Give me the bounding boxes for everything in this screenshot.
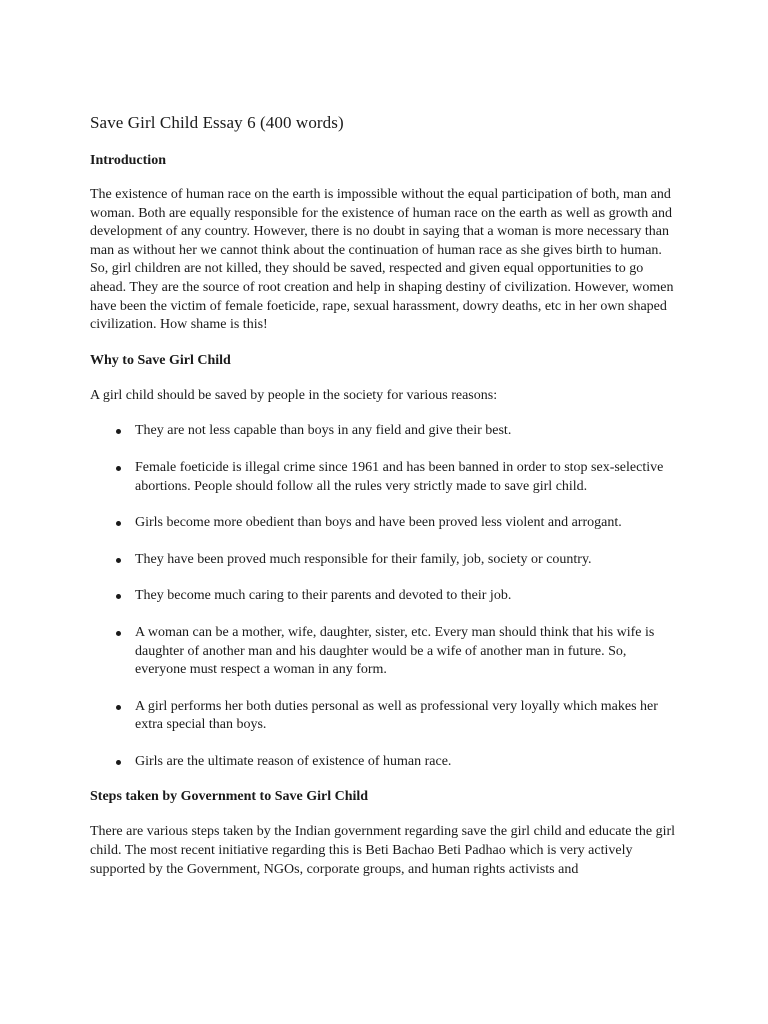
list-item — [90, 459, 680, 496]
intro-heading: Introduction — [90, 153, 166, 168]
list-item-text: They are not less capable than boys in any field and give their best. — [135, 423, 512, 439]
list-item-text: Female foeticide is illegal crime since 1961 and has been banned in order to stop sex-selective abortions. People should follow all the rules very strictly made to save girl child. — [135, 459, 664, 494]
steps-paragraph: There are various steps taken by the Indian government regarding save the girl child and educate the girl child. The most recent initiative regarding this is Beti Bachao Beti Padhao which is very actively supported by the Government, NGOs, corporate groups, and human rights activists and — [90, 824, 676, 877]
intro-paragraph: The existence of human race on the earth is impossible without the equal participation of both, man and woman. Both are equally responsible for the existence of human race on the earth as well as growth and development of any country. However, there is no doubt in saying that a woman is more necessary than man as without her we cannot think about the continuation of human race as she gives birth to human. So, girl children are not killed, they should be saved, respected and given equal opportunities to go ahead. They are the source of root creation and help in shaping destiny of civilization. However, women have been the victim of female foeticide, rape, sexual harassment, dowry deaths, etc in her own shaped civilization. How shame is this! — [90, 187, 674, 333]
list-item-text: Girls are the ultimate reason of existence of human race. — [135, 753, 452, 769]
list-item-text: A girl performs her both duties personal as well as professional very loyally which makes her extra special than boys. — [135, 698, 658, 733]
list-item-text: Girls become more obedient than boys and have been proved less violent and arrogant. — [135, 515, 622, 531]
bullet-icon — [116, 429, 121, 434]
list-item — [90, 587, 680, 606]
list-item-text: They become much caring to their parents and devoted to their job. — [135, 588, 512, 604]
bullet-icon — [116, 760, 121, 765]
list-item — [90, 698, 680, 735]
bullet-icon — [116, 705, 121, 710]
bullet-icon — [116, 631, 121, 636]
bullet-icon — [116, 594, 121, 599]
steps-heading: Steps taken by Government to Save Girl Child — [90, 789, 369, 805]
list-item — [90, 514, 680, 533]
list-item — [90, 624, 680, 680]
bullet-icon — [116, 466, 121, 471]
bullet-icon — [116, 521, 121, 526]
why-intro: A girl child should be saved by people in the society for various reasons: — [90, 387, 498, 403]
list-item-text: A woman can be a mother, wife, daughter, sister, etc. Every man should think that his wife is daughter of another man and his daughter would be a wife of another man in future. So, everyone must respect a woman in any form. — [135, 624, 655, 678]
reasons-list — [90, 422, 680, 771]
list-item-text: They have been proved much responsible for their family, job, society or country. — [135, 551, 592, 567]
list-item — [90, 753, 680, 772]
list-item — [90, 551, 680, 570]
list-item — [90, 422, 680, 441]
bullet-icon — [116, 558, 121, 563]
why-heading: Why to Save Girl Child — [90, 352, 231, 368]
essay-title: Save Girl Child Essay 6 (400 words) — [90, 113, 344, 132]
document-page — [90, 112, 680, 879]
